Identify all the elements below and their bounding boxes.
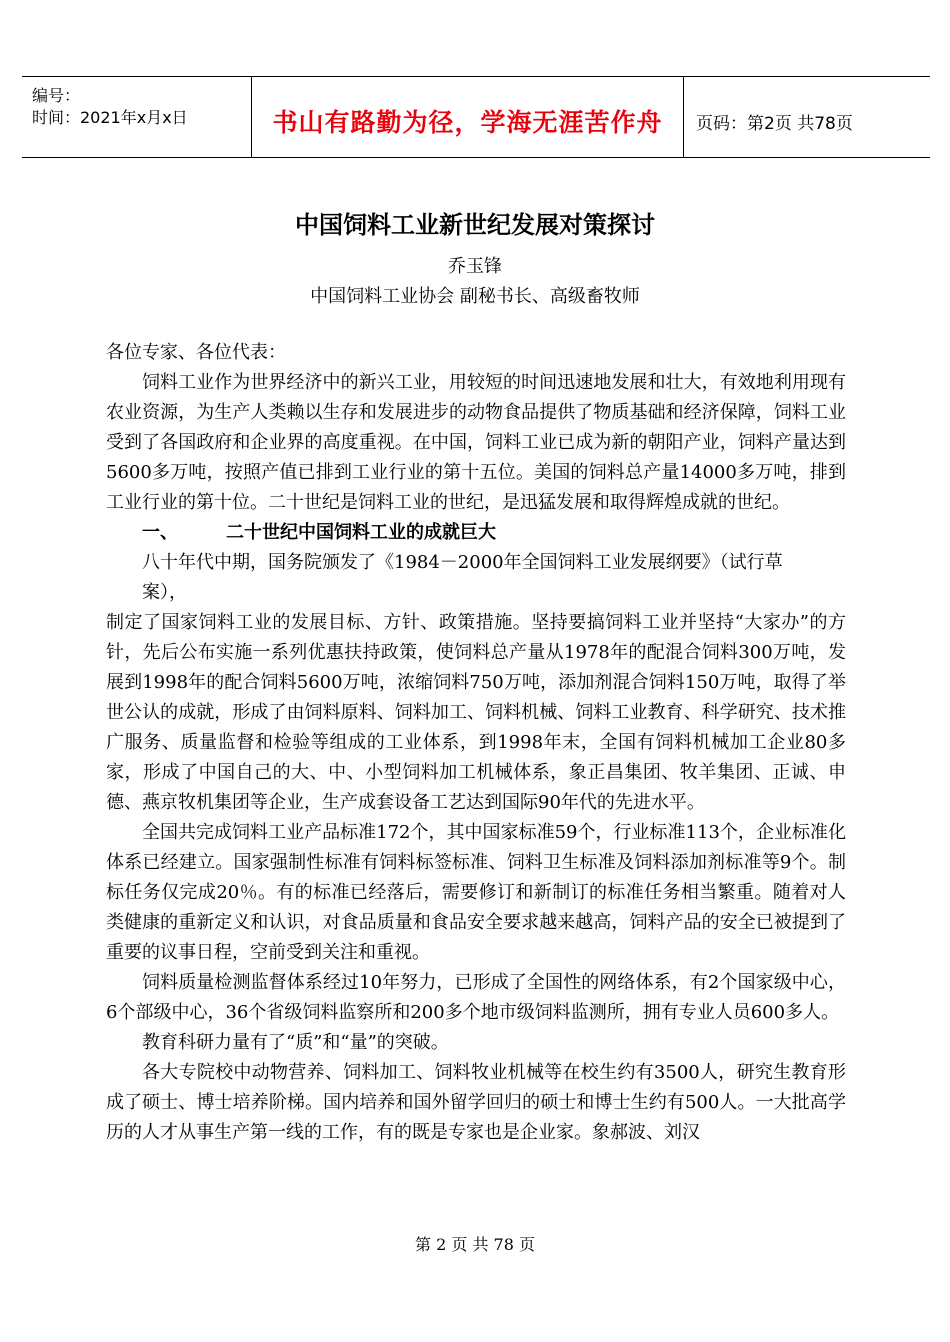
paragraph: 八十年代中期，国务院颁发了《1984－2000年全国饲料工业发展纲要》（试行草 [142, 552, 783, 573]
document-body [106, 338, 846, 1148]
motto: 书山有路勤为径，学海无涯苦作舟 [272, 108, 663, 137]
page-info: 页码：第2页 共78页 [696, 114, 853, 134]
author: 乔玉锋 [448, 256, 502, 277]
page-footer: 第 2 页 共 78 页 [415, 1235, 535, 1254]
document-title: 中国饲料工业新世纪发展对策探讨 [295, 211, 655, 239]
paragraph: 饲料质量检测监督体系经过10年努力，已形成了全国性的网络体系，有2个国家级中心，6个部级中心，36个省级饲料监察所和200多个地市级饲料监测所，拥有专业人员600多人。 [106, 972, 846, 1023]
paragraph: 各大专院校中动物营养、饲料加工、饲料牧业机械等在校生约有3500人，研究生教育形成了硕士、博士培养阶梯。国内培养和国外留学回归的硕士和博士生约有500人。一大批高学历的人才从事生产第一线的工作，有的既是专家也是企业家。象郝波、刘汉 [106, 1062, 846, 1143]
paragraph: 制定了国家饲料工业的发展目标、方针、政策措施。坚持要搞饲料工业并坚持“大家办”的方针，先后公布实施一系列优惠扶持政策，使饲料总产量从1978年的配混合饲料300万吨，发展到1998年的配合饲料5600万吨，浓缩饲料750万吨，添加剂混合饲料150万吨，取得了举世公认的成就，形成了由饲料原料、饲料加工、饲料机械、饲料工业教育、科学研究、技术推广服务、质量监督和检验等组成的工业体系，到1998年末，全国有饲料机械加工企业80多家，形成了中国自己的大、中、小型饲料加工机械体系，象正昌集团、牧羊集团、正诚、申德、燕京牧机集团等企业，生产成套设备工艺达到国际90年代的先进水平。 [106, 612, 846, 813]
section-title: 二十世纪中国饲料工业的成就巨大 [226, 522, 496, 543]
affiliation: 中国饲料工业协会 副秘书长、高级畜牧师 [310, 286, 640, 307]
header-motto-cell [252, 77, 684, 157]
greeting: 各位专家、各位代表： [106, 342, 286, 363]
time-label: 时间：2021年x月x日 [32, 108, 188, 127]
paragraph: 全国共完成饲料工业产品标准172个，其中国家标准59个，行业标准113个，企业标准化体系已经建立。国家强制性标准有饲料标签标准、饲料卫生标准及饲料添加剂标准等9个。制标任务仅完成20％。有的标准已经落后，需要修订和新制订的标准任务相当繁重。随着对人类健康的重新定义和认识，对食品质量和食品安全要求越来越高，饲料产品的安全已被提到了重要的议事日程，空前受到关注和重视。 [106, 822, 846, 963]
paragraph: 饲料工业作为世界经济中的新兴工业，用较短的时间迅速地发展和壮大，有效地利用现有农业资源，为生产人类赖以生存和发展进步的动物食品提供了物质基础和经济保障，饲料工业受到了各国政府和企业界的高度重视。在中国，饲料工业已成为新的朝阳产业，饲料产量达到5600多万吨，按照产值已排到工业行业的第十五位。美国的饲料总产量14000多万吨，排到工业行业的第十位。二十世纪是饲料工业的世纪，是迅猛发展和取得辉煌成就的世纪。 [106, 372, 846, 513]
section-heading [106, 518, 846, 548]
number-label: 编号： [32, 86, 81, 105]
document-header [22, 76, 930, 158]
paragraph: 教育科研力量有了“质”和“量”的突破。 [142, 1032, 449, 1053]
section-number: 一、 [142, 522, 178, 543]
header-left-cell [22, 77, 252, 157]
header-page-cell [684, 77, 930, 157]
paragraph-continuation: 案）， [142, 582, 187, 603]
